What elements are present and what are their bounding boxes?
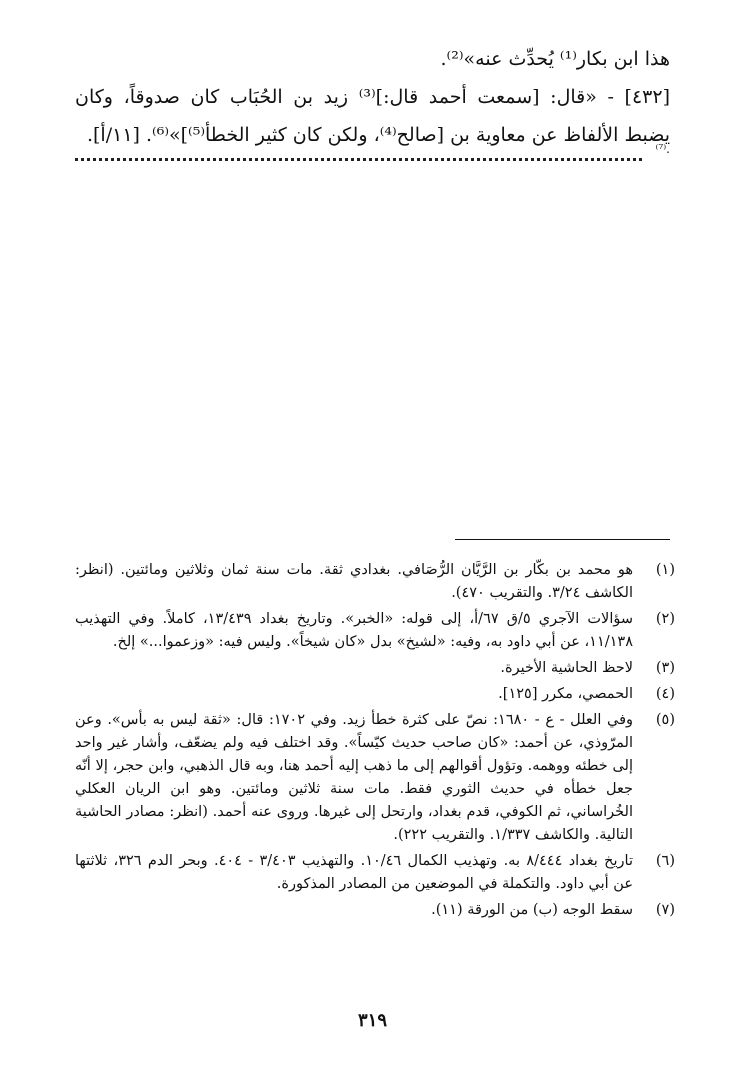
footnote-number: (٧)	[655, 902, 675, 918]
footnote	[75, 683, 675, 706]
text-line: هذا ابن بكار⁽¹⁾ يُحدِّث عنه»⁽²⁾.	[440, 48, 670, 70]
footnote	[75, 657, 675, 680]
main-text	[75, 40, 670, 176]
footnote-number: (١)	[655, 562, 675, 578]
footnote-number: (٥)	[655, 712, 675, 728]
footnote-text: تاريخ بغداد ٨/٤٤٤ به. وتهذيب الكمال ١٠/٤٦. والتهذيب ٣/٤٠٣ - ٤٠٤. وبحر الدم ٣٢٦، ثلاثتها عن أبي داود. والتكملة في الموضعين من المصادر المذكورة.	[75, 853, 633, 892]
footnote-number: (٤)	[655, 686, 675, 702]
footnote-text: وفي العلل - ع - ١٦٨٠: نصّ على كثرة خطأ زيد. وفي ١٧٠٢: قال: «ثقة ليس به بأس». وعن المرّوذي، عن أحمد: «كان صاحب حديث كيّساً». وقد اختلف فيه ولم يضعّف، وأشار غير واحد إلى خطئه ووهمه. وتؤول أقوالهم إلى ما ذهب إليه أحمد هنا، وبه قال الذهبي، وابن حجر، إلا أنّه جعل خطأه في حديث الثوري فقط. مات سنة ثلاثين ومائتين. وهو ابن الريان العكلي الخُراساني، ثم الكوفي، قدم بغداد، وارتحل إلى غيرها. وروى عنه أحمد. (انظر: مصادر الحاشية التالية. والكاشف ١/٣٣٧. والتقريب ٢٢٢).	[75, 712, 634, 843]
entry-text: [٤٣٢] - «قال: [سمعت أحمد قال:]⁽³⁾ زيد بن الحُبَاب كان صدوقاً، وكان يضبط الألفاظ عن معاوية بن [صالح⁽⁴⁾، ولكن كان كثير الخطأ⁽⁵⁾]»⁽⁶⁾. [١١/أ].	[75, 86, 670, 146]
narration-entry	[75, 78, 670, 154]
footnote-text: سقط الوجه (ب) من الورقة (١١).	[431, 902, 633, 918]
footnote-text: هو محمد بن بكّار بن الرَّيَّان الرُّصَافي. بغدادي ثقة. مات سنة ثمان وثلاثين ومائتين. (انظر: الكاشف ٣/٢٤. والتقريب ٤٧٠).	[75, 562, 633, 601]
footnote	[75, 850, 675, 896]
footnote-text: سؤالات الآجري ٥/ق ٦٧/أ، إلى قوله: «الخبر». وتاريخ بغداد ١٣/٤٣٩، كاملاً. وفي التهذيب ١١/١٣٨، عن أبي داود به، وفيه: «لشيخ» بدل «كان شيخاً». وليس فيه: «وزعموا...» إلخ.	[75, 611, 633, 650]
footnote-ref-7: .⁽⁷⁾	[655, 142, 670, 156]
omission-dots	[75, 142, 670, 176]
page-number: ٣١٩	[357, 1010, 387, 1031]
footnote-text: لاحظ الحاشية الأخيرة.	[500, 660, 633, 676]
dotted-line	[75, 148, 642, 161]
footnotes	[75, 559, 675, 925]
footnote-divider	[455, 539, 670, 540]
footnote	[75, 608, 675, 654]
footnote	[75, 709, 675, 847]
footnote-text: الحمصي، مكرر [١٢٥].	[498, 686, 633, 702]
footnote-number: (٣)	[655, 660, 675, 676]
footnote-number: (٦)	[655, 853, 675, 869]
footnote	[75, 899, 675, 922]
footnote	[75, 559, 675, 605]
footnote-number: (٢)	[655, 611, 675, 627]
